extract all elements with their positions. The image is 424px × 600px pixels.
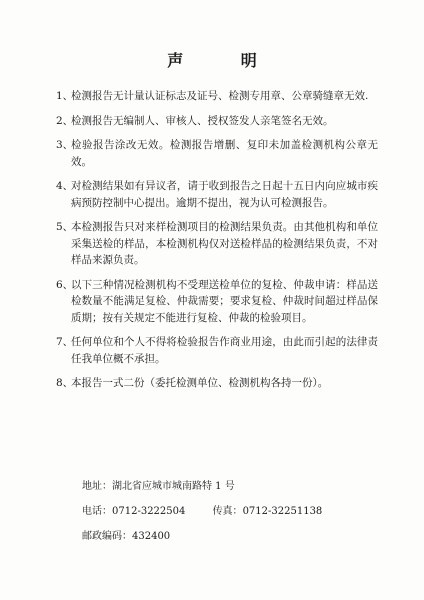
fax-label: 传真： <box>212 506 243 517</box>
item-text: 对检测结果如有异议者，请于收到报告之日起十五日内向应城市疾病预防控制中心提出。逾期不提出，视为认可检测报告。 <box>71 180 378 209</box>
document-title: 声 明 <box>167 51 283 70</box>
item-text: 本检测报告只对来样检测项目的检测结果负责。由其他机构和单位采集送检的样品，本检测机构仅对送检样品的检测结果负责，不对样品来源负责。 <box>71 221 378 266</box>
item-text: 检测报告无计量认证标志及证号、检测专用章、公章骑缝章无效. <box>71 90 369 102</box>
item-number: 1、 <box>56 90 74 102</box>
address-value: 湖北省应城市城南路特 1 号 <box>112 481 235 492</box>
phone-fax-row <box>82 505 382 519</box>
postcode-row <box>82 530 382 544</box>
item-text: 以下三种情况检测机构不受理送检单位的复检、仲裁申请：样品送检数量不能满足复检、仲裁需要；要求复检、仲裁时间超过样品保质期；按有关规定不能进行复检、仲裁的检验项目。 <box>71 278 378 324</box>
statement-item <box>56 88 378 105</box>
address-row <box>82 480 382 494</box>
item-number: 7、 <box>56 336 74 348</box>
item-number: 5、 <box>56 221 74 233</box>
item-text: 检测报告无编制人、审核人、授权签发人亲笔签名无效。 <box>71 114 334 127</box>
statement-item <box>56 334 378 367</box>
postcode-value: 432400 <box>132 531 171 542</box>
item-text: 本报告一式二份（委托检测单位、检测机构各持一份）。 <box>71 377 329 389</box>
address-label: 地址： <box>82 481 112 492</box>
statement-item <box>56 178 378 211</box>
item-text: 任何单位和个人不得将检验报告作商业用途，由此而引起的法律责任我单位概不承担。 <box>71 336 378 365</box>
item-number: 8、 <box>56 377 74 389</box>
statement-list <box>56 88 378 400</box>
statement-item <box>56 137 378 170</box>
contact-block <box>82 480 382 555</box>
item-number: 3、 <box>56 139 74 151</box>
item-number: 6、 <box>56 278 74 291</box>
statement-item <box>56 375 378 392</box>
statement-item <box>56 219 378 269</box>
phone-value: 0712-3222504 <box>112 506 186 517</box>
statement-item <box>56 277 378 327</box>
item-text: 检验报告涂改无效。检测报告增删、复印未加盖检测机构公章无效。 <box>71 139 378 168</box>
phone-label: 电话： <box>82 506 112 517</box>
fax-value: 0712-32251138 <box>242 506 323 517</box>
item-number: 4、 <box>56 180 74 192</box>
statement-item <box>56 113 378 130</box>
item-number: 2、 <box>56 114 74 127</box>
postcode-label: 邮政编码： <box>82 531 132 542</box>
